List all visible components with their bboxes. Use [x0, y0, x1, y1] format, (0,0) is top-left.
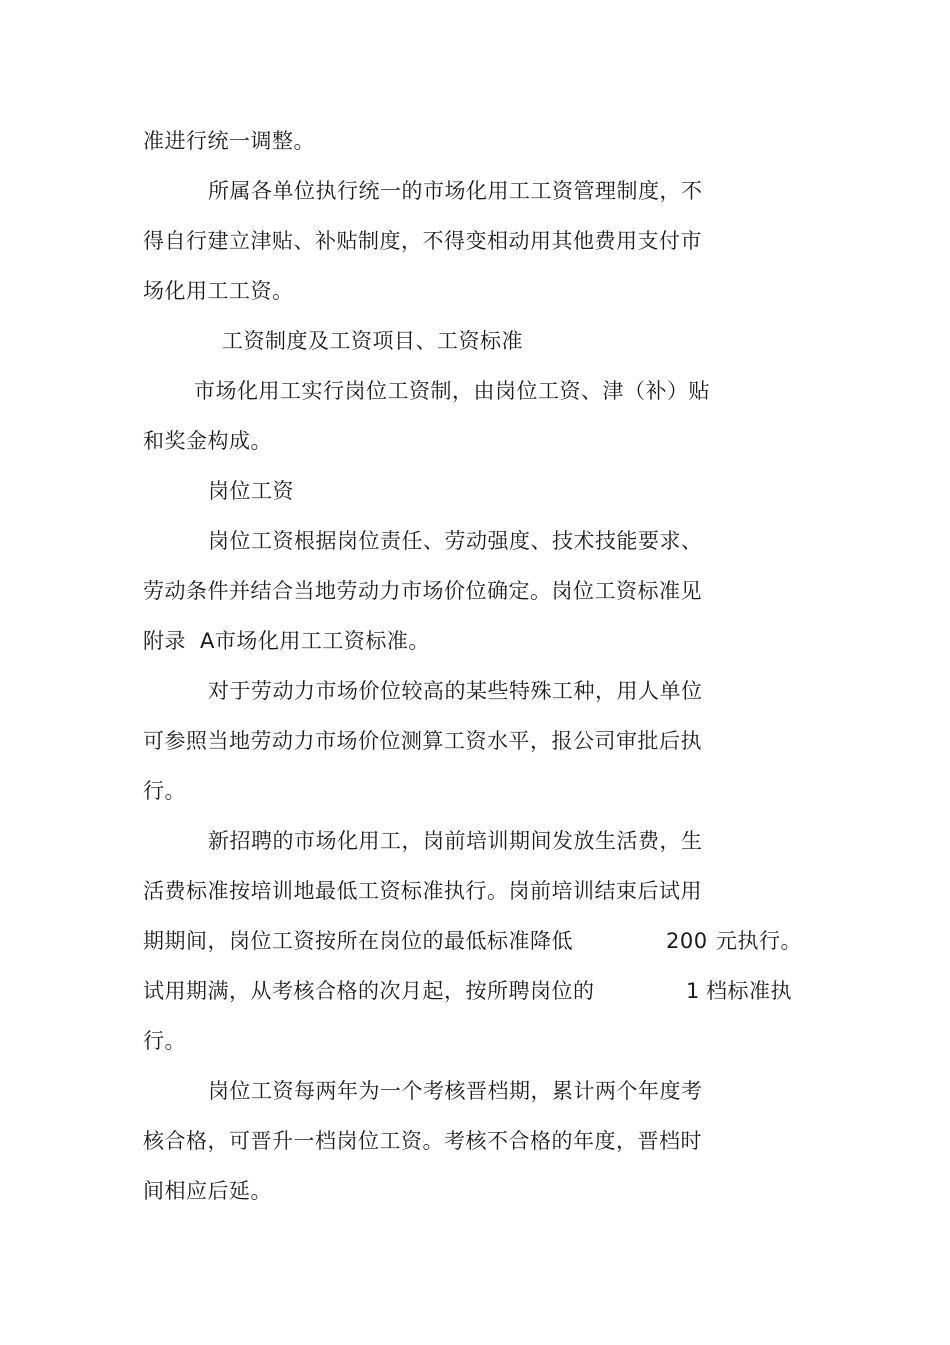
text-line: 附录 — [143, 629, 186, 653]
text-line: 准进行统一调整。 — [143, 129, 315, 153]
text-line: 行。 — [143, 779, 186, 803]
text-line: 岗位工资每两年为一个考核晋档期，累计两个年度考 — [208, 1079, 703, 1103]
text-line: 试用期满，从考核合格的次月起，按所聘岗位的 — [143, 979, 595, 1003]
text-line: 场化用工工资。 — [143, 279, 294, 303]
section-heading: 工资制度及工资项目、工资标准 — [222, 329, 523, 353]
text-line: 岗位工资根据岗位责任、劳动强度、技术技能要求、 — [208, 529, 703, 553]
text-line: 得自行建立津贴、补贴制度，不得变相动用其他费用支付市 — [143, 229, 702, 253]
subsection-heading: 岗位工资 — [208, 479, 294, 503]
text-line: 劳动条件并结合当地劳动力市场价位确定。岗位工资标准见 — [143, 579, 702, 603]
text-line: 市场化用工实行岗位工资制，由岗位工资、津（补）贴 — [194, 379, 710, 403]
text-line: 期期间，岗位工资按所在岗位的最低标准降低 — [143, 929, 573, 953]
text-line: A市场化用工工资标准。 — [200, 629, 430, 653]
text-line: 间相应后延。 — [143, 1179, 272, 1203]
text-line: 所属各单位执行统一的市场化用工工资管理制度，不 — [208, 179, 703, 203]
text-line: 和奖金构成。 — [143, 429, 272, 453]
text-line: 元执行。 — [716, 929, 802, 953]
text-line: 行。 — [143, 1029, 186, 1053]
text-line: 对于劳动力市场价位较高的某些特殊工种，用人单位 — [208, 679, 703, 703]
text-line: 可参照当地劳动力市场价位测算工资水平，报公司审批后执 — [143, 729, 702, 753]
text-line: 活费标准按培训地最低工资标准执行。岗前培训结束后试用 — [143, 879, 702, 903]
text-line: 核合格，可晋升一档岗位工资。考核不合格的年度，晋档时 — [143, 1129, 702, 1153]
text-number: 1 — [686, 979, 700, 1003]
text-number: 200 — [666, 929, 708, 953]
text-line: 新招聘的市场化用工，岗前培训期间发放生活费，生 — [208, 829, 703, 853]
text-line: 档标准执 — [706, 979, 792, 1003]
